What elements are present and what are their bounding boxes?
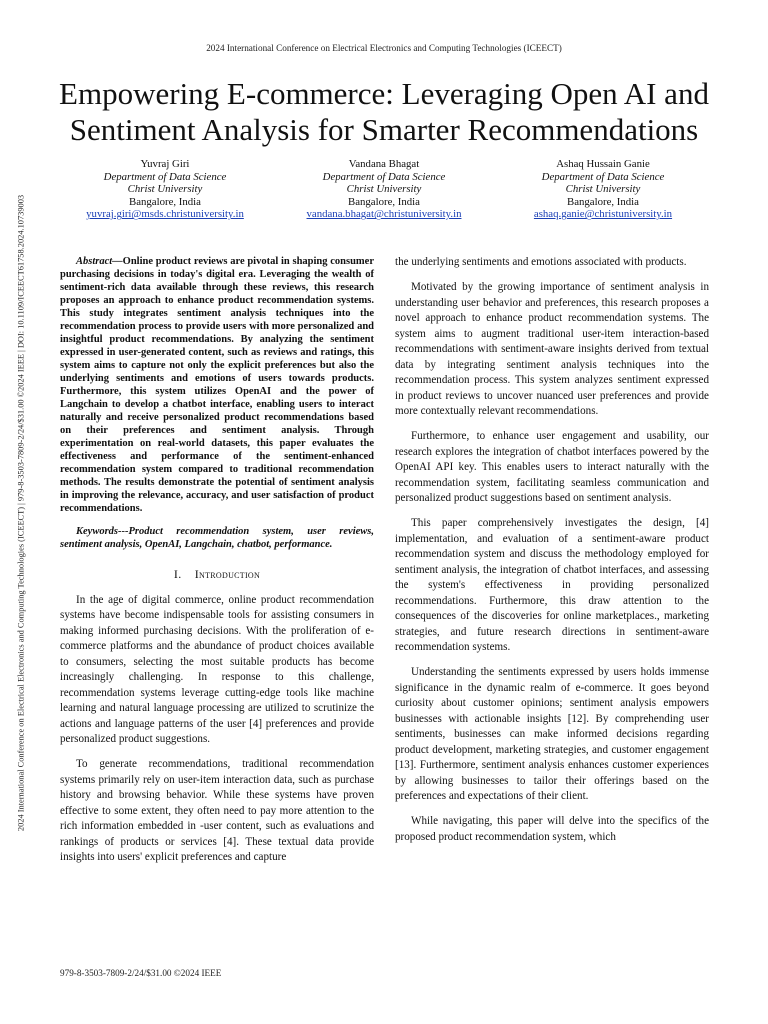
author-name: Vandana Bhagat xyxy=(348,158,420,170)
author-2 xyxy=(279,158,489,221)
author-university: Christ University xyxy=(346,183,422,196)
side-metadata-text: 2024 International Conference on Electrical Electronics and Computing Technologies (ICEECT) | 979-8-3503-7809-2/24/$31.00 ©2024 IEEE | DOI: 10.1109/ICEECT61758.2024.10739003 xyxy=(16,194,26,831)
author-location: Bangalore, India xyxy=(348,195,420,208)
paper-title xyxy=(40,76,728,148)
conference-header: 2024 International Conference on Electrical Electronics and Computing Technologies (ICEECT) xyxy=(206,43,562,53)
body-paragraph: Motivated by the growing importance of sentiment analysis in understanding user behavior and preferences, this research proposes a novel approach to enhance product recommendation systems. The system aims to augment traditional user-item interaction-based recommendations with sentiment-aware insights derived from textual data by integrating sentiment analysis techniques into the recommendation process. This system analyzes sentiment expressed in product reviews to uncover nuanced user preferences and provide more contextually relevant recommendations. xyxy=(395,281,709,417)
body-paragraph: Understanding the sentiments expressed by users holds immense significance in the dynamic realm of e-commerce. It goes beyond curiosity about customer opinions; sentiment analysis empowers businesses with actionable insights [12]. By comprehending user sentiments, businesses can make informed decisions regarding product development, marketing strategies, and customer engagement [13]. Furthermore, sentiment analysis enhances customer experiences by allowing businesses to tailor their offerings based on the preferences and expectations of their client. xyxy=(395,666,709,802)
body-paragraph: While navigating, this paper will delve into the specifics of the proposed product recommendation system, which xyxy=(395,815,709,843)
abstract-lead: Abstract— xyxy=(76,256,123,267)
right-column xyxy=(395,255,709,855)
author-1 xyxy=(60,158,270,221)
author-location: Bangalore, India xyxy=(129,195,201,208)
section-heading-introduction xyxy=(60,567,374,583)
section-number: I. xyxy=(173,567,182,581)
body-paragraph: In the age of digital commerce, online product recommendation systems have become indispensable tools for assisting consumers in making informed purchasing decisions. With the proliferation of e-commerce platforms and the abundance of product choices available to consumers, selecting the most suitable products has become increasingly challenging. In response to this challenge, recommendation systems leverage cutting-edge tools like machine learning and natural language processing are utilized to scrutinize the actions and language patterns of the user [4] preferences and provide personalized product suggestions. xyxy=(60,593,374,745)
author-location: Bangalore, India xyxy=(567,195,639,208)
author-department: Department of Data Science xyxy=(103,170,227,183)
author-department: Department of Data Science xyxy=(322,170,446,183)
author-3 xyxy=(498,158,708,221)
author-email-link[interactable]: vandana.bhagat@christuniversity.in xyxy=(306,208,462,221)
abstract-text: Online product reviews are pivotal in shaping consumer purchasing decisions in today's digital era. Leveraging the wealth of sentiment-rich data available through these reviews, this research proposes an approach to enhance product recommendation systems. This study integrates sentiment analysis techniques into the recommendation process to provide users with more personalized and insightful product recommendations. By analyzing the sentiment expressed in user-generated content, such as reviews and ratings, this system aims to capture not only the explicit preferences but also the underlying sentiments and emotions of users towards products. Furthermore, this system utilizes OpenAI and the power of Langchain to develop a chatbot interface, enabling users to interact naturally and receive personalized product recommendations based on their preferences and sentiment analysis. Through experimentation on real-world datasets, this paper evaluates the effectiveness and performance of the sentiment-enhanced recommendation system compared to traditional recommendation methods. The results demonstrate the potential of sentiment analysis in improving the relevance, accuracy, and user satisfaction of product recommendations. xyxy=(60,256,374,514)
author-name: Ashaq Hussain Ganie xyxy=(556,158,650,170)
body-paragraph: the underlying sentiments and emotions associated with products. xyxy=(395,256,687,268)
side-metadata-strip xyxy=(13,140,29,885)
body-paragraph: Furthermore, to enhance user engagement and usability, our research explores the integration of chatbot interfaces powered by the OpenAI API key. This enables users to interact naturally with the recommendation system, facilitating seamless communication and personalized product suggestions based on sentiment analysis. xyxy=(395,430,709,504)
title-line-2: Sentiment Analysis for Smarter Recommendations xyxy=(69,112,699,147)
title-line-1: Empowering E-commerce: Leveraging Open AI and xyxy=(59,76,709,111)
author-department: Department of Data Science xyxy=(541,170,665,183)
author-university: Christ University xyxy=(127,183,203,196)
body-paragraph: This paper comprehensively investigates the design, [4] implementation, and evaluation of a sentiment-aware product recommendation system and discuss the methodology employed for sentiment analysis, the integration of chatbot interfaces, and assessing the system's effectiveness in providing personalized recommendations. Furthermore, this draw attention to the consequences of the discoveries for online marketplaces., marketing strategies, and future research directions in sentiment-aware recommendation systems. xyxy=(395,517,709,653)
author-university: Christ University xyxy=(565,183,641,196)
page-footer-copyright: 979-8-3503-7809-2/24/$31.00 ©2024 IEEE xyxy=(60,968,222,978)
body-paragraph: To generate recommendations, traditional recommendation systems primarily rely on user-item interaction data, such as purchase history and browsing behavior. While these systems have proven effective to some extent, they often need to pay more attention to the rich information embedded in -user content, such as evaluations and rankings of products or services [4]. These textual data provide insights into users' explicit preferences and capture xyxy=(60,758,374,863)
author-email-link[interactable]: yuvraj.giri@msds.christuniversity.in xyxy=(86,208,244,221)
author-name: Yuvraj Giri xyxy=(140,158,190,170)
abstract xyxy=(60,255,374,515)
left-column xyxy=(60,255,374,875)
section-title: Introduction xyxy=(194,567,261,581)
keywords: Keywords---Product recommendation system, user reviews, sentiment analysis, OpenAI, Langchain, chatbot, performance. xyxy=(60,526,374,550)
author-block xyxy=(60,158,708,221)
author-email-link[interactable]: ashaq.ganie@christuniversity.in xyxy=(533,208,673,221)
